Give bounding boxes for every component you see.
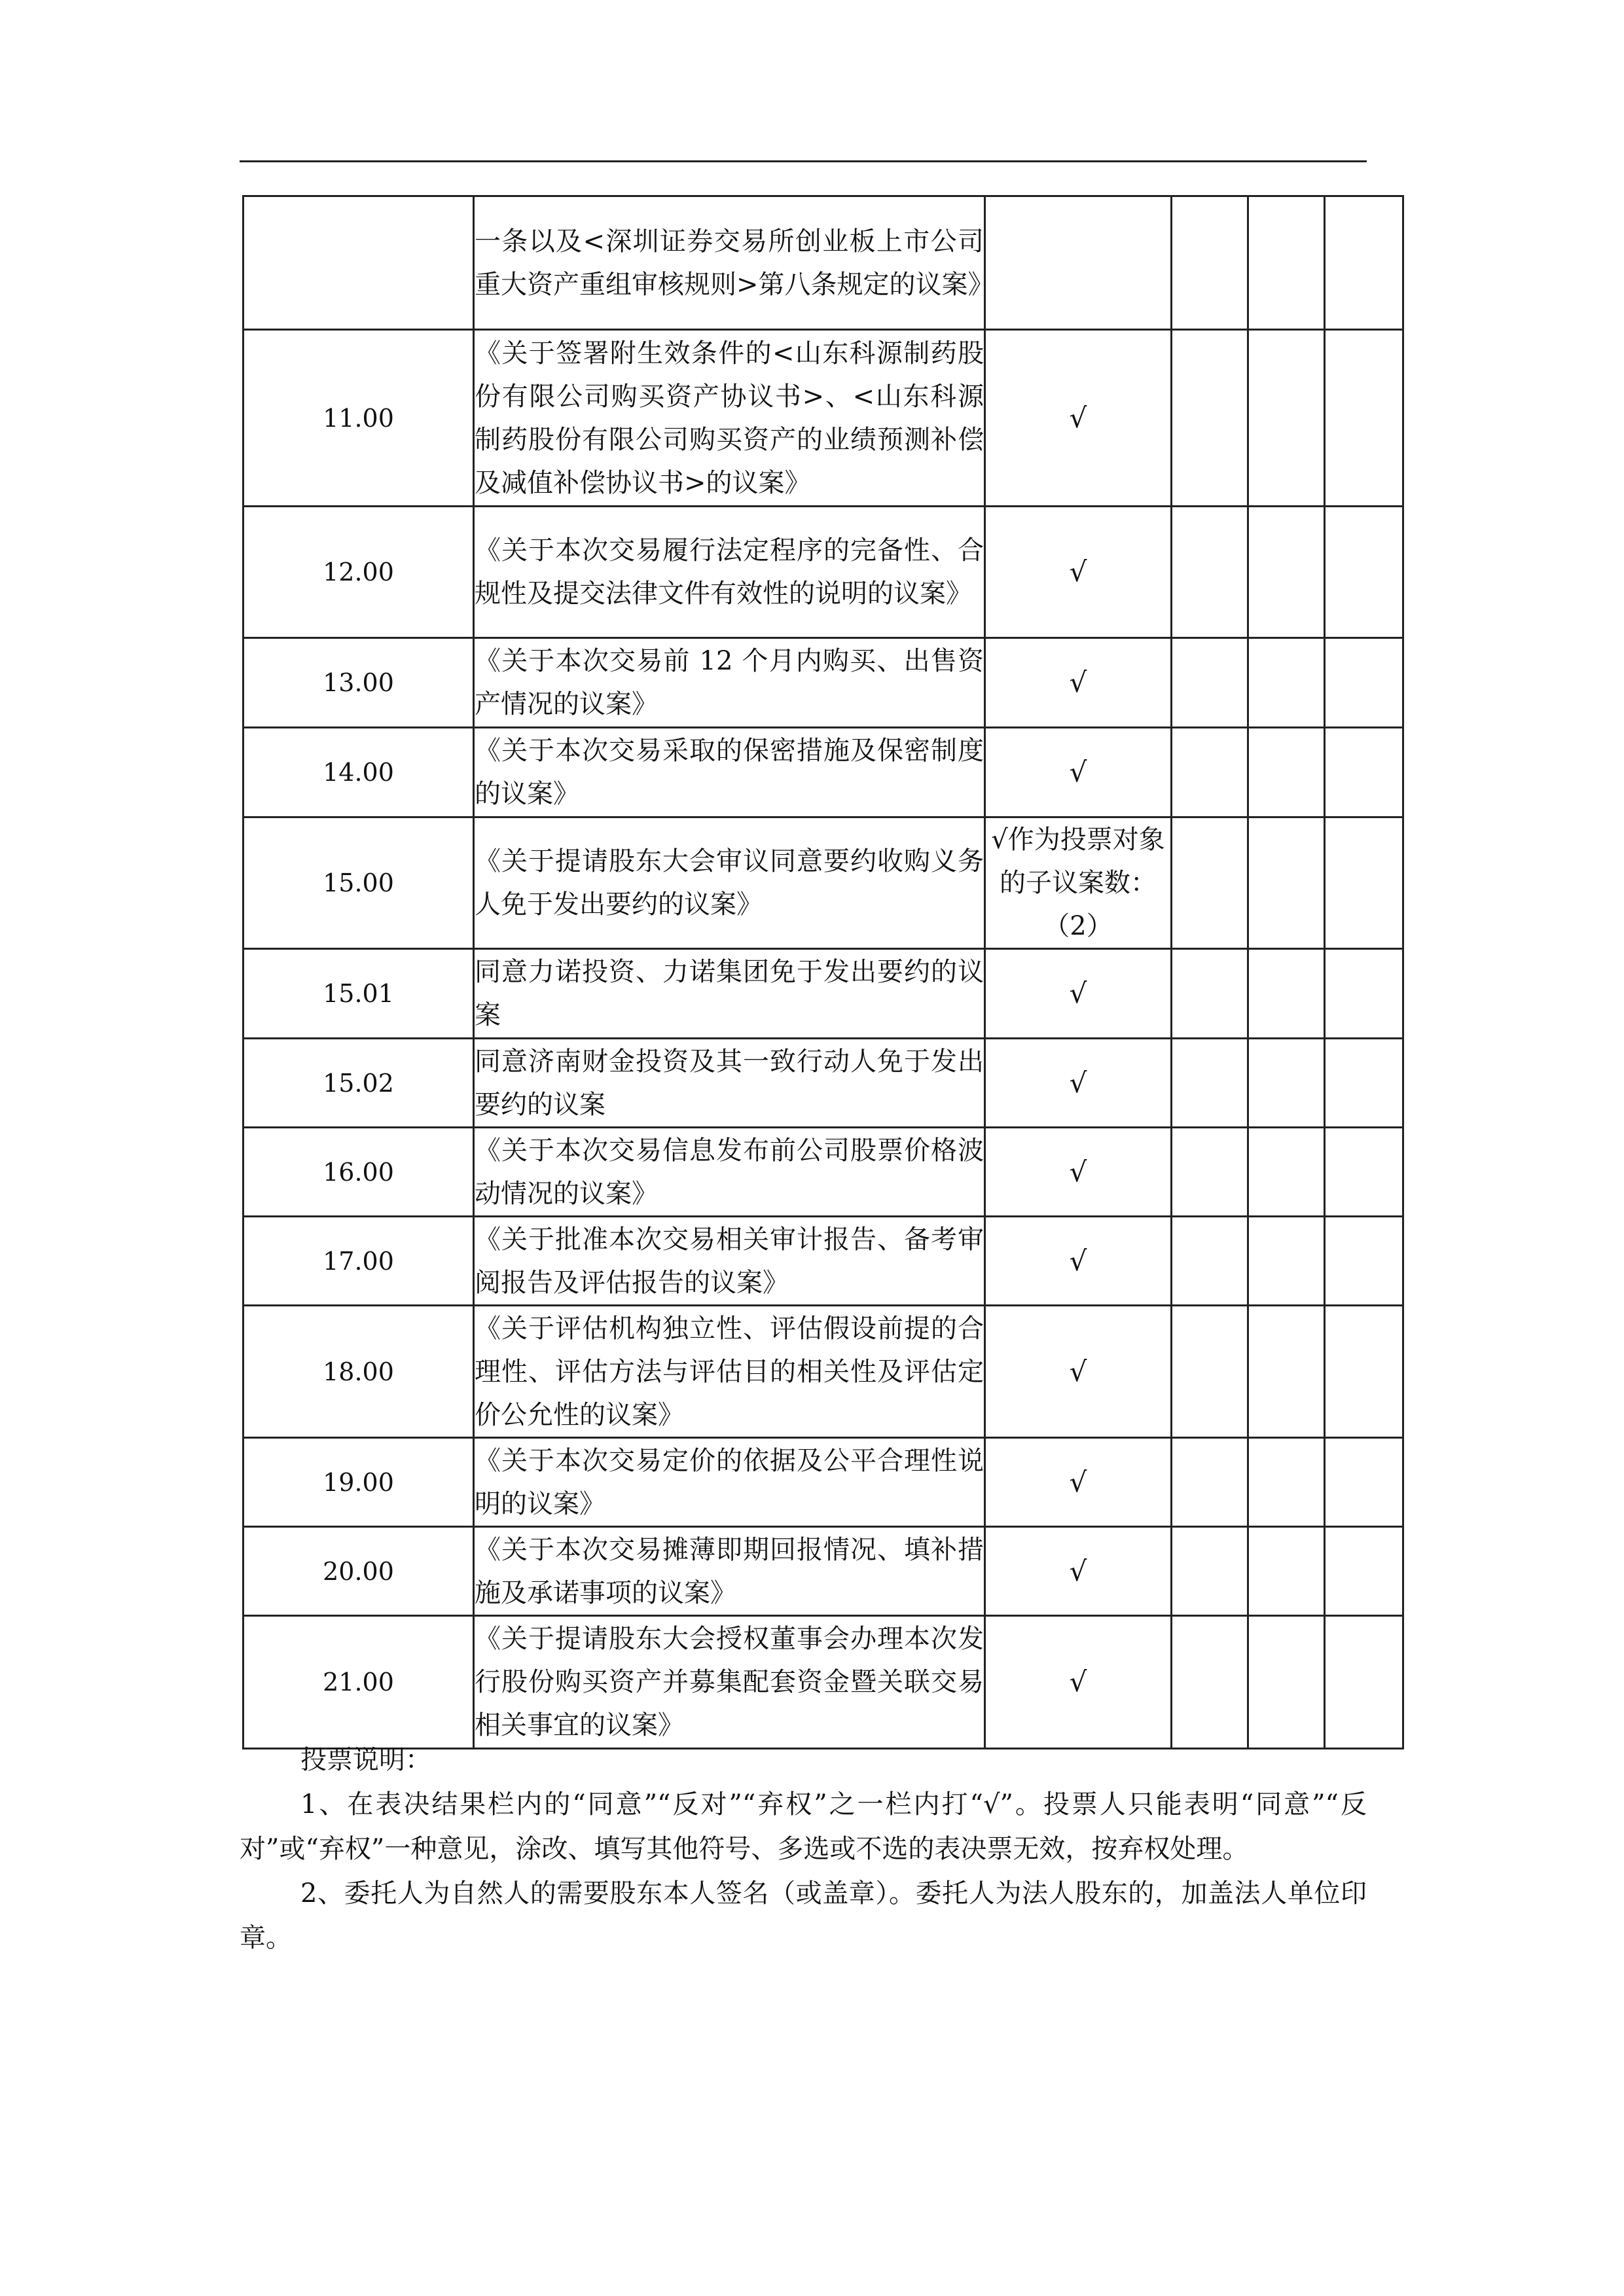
oppose-cell[interactable] — [1248, 949, 1325, 1039]
agree-cell[interactable] — [1172, 507, 1248, 638]
vote-target-mark: √ — [985, 1128, 1172, 1217]
proposal-number: 15.01 — [244, 949, 474, 1039]
vote-target-mark: √ — [985, 949, 1172, 1039]
proposal-number: 21.00 — [244, 1616, 474, 1749]
table-row — [244, 1128, 1403, 1217]
agree-cell[interactable] — [1172, 1128, 1248, 1217]
vote-target-mark: √ — [985, 1039, 1172, 1128]
oppose-cell[interactable] — [1248, 330, 1325, 507]
table-row — [244, 1527, 1403, 1616]
proposal-name: 《关于签署附生效条件的<山东科源制药股份有限公司购买资产协议书>、<山东科源制药股份有限公司购买资产的业绩预测补偿及减值补偿协议书>的议案》 — [474, 330, 985, 507]
vote-target-mark: √ — [985, 330, 1172, 507]
abstain-cell[interactable] — [1325, 817, 1403, 949]
proposal-name: 《关于本次交易前 12 个月内购买、出售资产情况的议案》 — [474, 638, 985, 728]
proposal-number — [244, 196, 474, 330]
agree-cell[interactable] — [1172, 330, 1248, 507]
oppose-cell[interactable] — [1248, 1438, 1325, 1527]
vote-target-mark — [985, 196, 1172, 330]
agree-cell[interactable] — [1172, 1438, 1248, 1527]
table-row — [244, 817, 1403, 949]
table-row — [244, 1438, 1403, 1527]
instructions-title: 投票说明： — [300, 1745, 431, 1775]
proposal-name: 《关于提请股东大会审议同意要约收购义务人免于发出要约的议案》 — [474, 817, 985, 949]
proposal-number: 20.00 — [244, 1527, 474, 1616]
proposal-number: 12.00 — [244, 507, 474, 638]
agree-cell[interactable] — [1172, 1306, 1248, 1438]
proposal-name: 《关于本次交易采取的保密措施及保密制度的议案》 — [474, 728, 985, 817]
proposal-number: 18.00 — [244, 1306, 474, 1438]
table-row — [244, 1217, 1403, 1306]
table-row — [244, 1039, 1403, 1128]
abstain-cell[interactable] — [1325, 728, 1403, 817]
table-row — [244, 1616, 1403, 1749]
instruction-item: 2、委托人为自然人的需要股东本人签名（或盖章）。委托人为法人股东的，加盖法人单位印章。 — [240, 1878, 1367, 1953]
abstain-cell[interactable] — [1325, 1616, 1403, 1749]
agree-cell[interactable] — [1172, 817, 1248, 949]
instruction-item: 1、在表决结果栏内的“同意”“反对”“弃权”之一栏内打“√”。投票人只能表明“同意”“反对”或“弃权”一种意见，涂改、填写其他符号、多选或不选的表决票无效，按弃权处理。 — [240, 1789, 1367, 1864]
vote-target-mark: √ — [985, 507, 1172, 638]
proposal-name: 《关于提请股东大会授权董事会办理本次发行股份购买资产并募集配套资金暨关联交易相关事宜的议案》 — [474, 1616, 985, 1749]
abstain-cell[interactable] — [1325, 1306, 1403, 1438]
proposal-number: 13.00 — [244, 638, 474, 728]
proposal-number: 14.00 — [244, 728, 474, 817]
oppose-cell[interactable] — [1248, 817, 1325, 949]
agree-cell[interactable] — [1172, 949, 1248, 1039]
abstain-cell[interactable] — [1325, 638, 1403, 728]
proposal-name: 同意力诺投资、力诺集团免于发出要约的议案 — [474, 949, 985, 1039]
abstain-cell[interactable] — [1325, 196, 1403, 330]
abstain-cell[interactable] — [1325, 1527, 1403, 1616]
oppose-cell[interactable] — [1248, 1306, 1325, 1438]
proposal-number: 16.00 — [244, 1128, 474, 1217]
oppose-cell[interactable] — [1248, 507, 1325, 638]
table-row — [244, 507, 1403, 638]
vote-target-mark: √作为投票对象的子议案数：（2） — [985, 817, 1172, 949]
proposal-number: 15.00 — [244, 817, 474, 949]
oppose-cell[interactable] — [1248, 1616, 1325, 1749]
proposal-number: 11.00 — [244, 330, 474, 507]
vote-target-mark: √ — [985, 1306, 1172, 1438]
vote-target-mark: √ — [985, 1438, 1172, 1527]
vote-target-mark: √ — [985, 728, 1172, 817]
proposal-name: 《关于本次交易摊薄即期回报情况、填补措施及承诺事项的议案》 — [474, 1527, 985, 1616]
abstain-cell[interactable] — [1325, 1128, 1403, 1217]
proposal-name: 《关于批准本次交易相关审计报告、备考审阅报告及评估报告的议案》 — [474, 1217, 985, 1306]
abstain-cell[interactable] — [1325, 1217, 1403, 1306]
table-row — [244, 1306, 1403, 1438]
agree-cell[interactable] — [1172, 1217, 1248, 1306]
oppose-cell[interactable] — [1248, 728, 1325, 817]
table-row — [244, 196, 1403, 330]
proposal-name: 《关于本次交易定价的依据及公平合理性说明的议案》 — [474, 1438, 985, 1527]
oppose-cell[interactable] — [1248, 1527, 1325, 1616]
abstain-cell[interactable] — [1325, 1438, 1403, 1527]
proposal-name: 《关于本次交易信息发布前公司股票价格波动情况的议案》 — [474, 1128, 985, 1217]
abstain-cell[interactable] — [1325, 949, 1403, 1039]
oppose-cell[interactable] — [1248, 1039, 1325, 1128]
abstain-cell[interactable] — [1325, 1039, 1403, 1128]
agree-cell[interactable] — [1172, 196, 1248, 330]
agree-cell[interactable] — [1172, 638, 1248, 728]
proposal-number: 15.02 — [244, 1039, 474, 1128]
proposal-name: 《关于本次交易履行法定程序的完备性、合规性及提交法律文件有效性的说明的议案》 — [474, 507, 985, 638]
vote-target-mark: √ — [985, 638, 1172, 728]
agree-cell[interactable] — [1172, 1039, 1248, 1128]
abstain-cell[interactable] — [1325, 507, 1403, 638]
table-row — [244, 949, 1403, 1039]
agree-cell[interactable] — [1172, 728, 1248, 817]
oppose-cell[interactable] — [1248, 1128, 1325, 1217]
oppose-cell[interactable] — [1248, 638, 1325, 728]
proposal-name: 同意济南财金投资及其一致行动人免于发出要约的议案 — [474, 1039, 985, 1128]
vote-target-mark: √ — [985, 1217, 1172, 1306]
abstain-cell[interactable] — [1325, 330, 1403, 507]
agree-cell[interactable] — [1172, 1616, 1248, 1749]
header-rule — [240, 160, 1367, 162]
voting-table — [242, 195, 1404, 1749]
oppose-cell[interactable] — [1248, 196, 1325, 330]
proposal-name: 《关于评估机构独立性、评估假设前提的合理性、评估方法与评估目的相关性及评估定价公允性的议案》 — [474, 1306, 985, 1438]
oppose-cell[interactable] — [1248, 1217, 1325, 1306]
table-row — [244, 638, 1403, 728]
vote-target-mark: √ — [985, 1527, 1172, 1616]
agree-cell[interactable] — [1172, 1527, 1248, 1616]
proposal-name: 一条以及<深圳证券交易所创业板上市公司重大资产重组审核规则>第八条规定的议案》 — [474, 196, 985, 330]
proposal-number: 19.00 — [244, 1438, 474, 1527]
proposal-number: 17.00 — [244, 1217, 474, 1306]
vote-target-mark: √ — [985, 1616, 1172, 1749]
table-row — [244, 330, 1403, 507]
voting-instructions — [240, 1738, 1367, 1960]
table-row — [244, 728, 1403, 817]
